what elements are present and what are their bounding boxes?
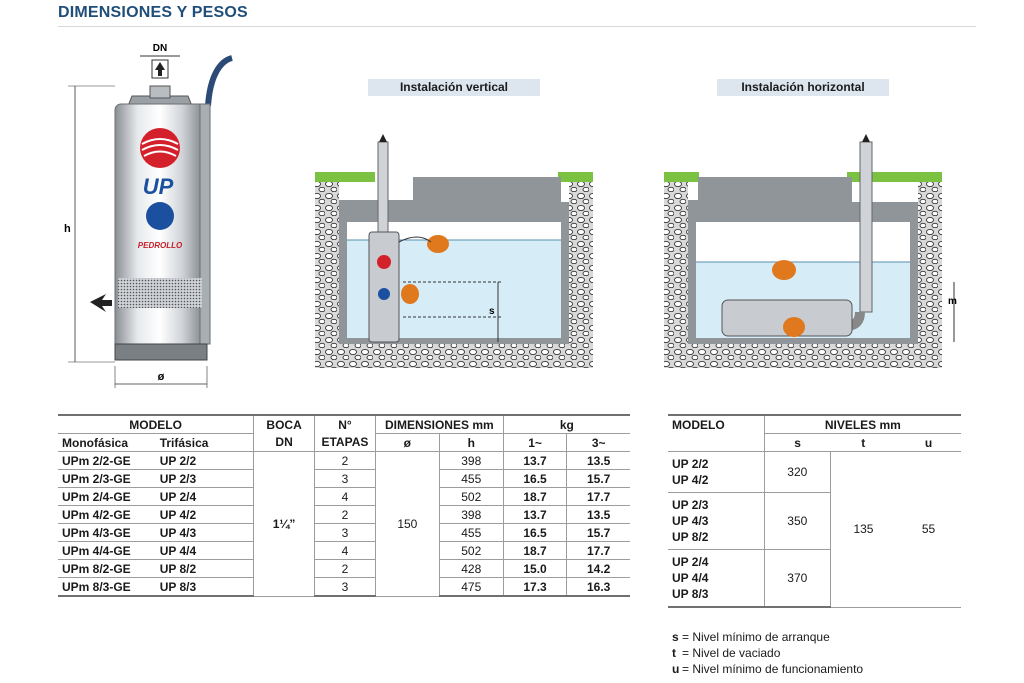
kg3-cell: 14.2	[567, 560, 630, 578]
col-etapas-header-2: ETAPAS	[314, 434, 375, 452]
kg1-cell: 16.5	[503, 524, 567, 542]
etapas-cell: 3	[314, 578, 375, 597]
col-kg-header: kg	[503, 415, 630, 434]
niv-model-name: UP 2/2	[672, 457, 709, 471]
model-mono-cell: UPm 8/3-GE	[58, 578, 156, 597]
legend-item	[672, 661, 863, 677]
h-cell: 475	[439, 578, 503, 597]
etapas-cell: 2	[314, 560, 375, 578]
etapas-cell: 4	[314, 488, 375, 506]
niv-t-header: t	[830, 434, 896, 452]
niv-u-cell: 55	[896, 452, 961, 608]
h-cell: 455	[439, 470, 503, 488]
table-row	[58, 578, 630, 597]
h-cell: 398	[439, 452, 503, 470]
table-row	[58, 524, 630, 542]
niv-model-name: UP 4/4	[672, 571, 709, 585]
col-kg3-header: 3~	[567, 434, 630, 452]
levels-table	[668, 414, 961, 608]
model-tri-cell: UP 4/3	[156, 524, 254, 542]
kg1-cell: 15.0	[503, 560, 567, 578]
diameter-label: ø	[157, 371, 165, 383]
col-mono-header: Monofásica	[58, 434, 156, 452]
niv-models-cell	[668, 550, 764, 608]
table-row	[58, 488, 630, 506]
table-row	[58, 452, 630, 470]
table-row	[668, 452, 961, 493]
model-mono-cell: UPm 4/4-GE	[58, 542, 156, 560]
col-etapas-header-1: N°	[314, 415, 375, 434]
model-tri-cell: UP 4/4	[156, 542, 254, 560]
niv-s-cell: 370	[764, 550, 830, 608]
kg3-cell: 15.7	[567, 470, 630, 488]
table-row	[58, 560, 630, 578]
table-row	[58, 506, 630, 524]
model-mono-cell: UPm 4/2-GE	[58, 506, 156, 524]
niv-modelo-spacer	[668, 434, 764, 452]
model-tri-cell: UP 2/4	[156, 488, 254, 506]
dn-label: DN	[152, 43, 168, 54]
kg1-cell: 16.5	[503, 470, 567, 488]
h-cell: 428	[439, 560, 503, 578]
col-kg1-header: 1~	[503, 434, 567, 452]
niv-model-name: UP 4/3	[672, 514, 709, 528]
niv-model-name: UP 8/3	[672, 587, 709, 601]
kg3-cell: 16.3	[567, 578, 630, 597]
kg3-cell: 13.5	[567, 506, 630, 524]
model-mono-cell: UPm 2/2-GE	[58, 452, 156, 470]
model-tri-cell: UP 2/3	[156, 470, 254, 488]
legend-text: = Nivel de vaciado	[682, 646, 781, 660]
col-diam-header: ø	[375, 434, 439, 452]
horizontal-install-banner: Instalación horizontal	[717, 79, 889, 96]
h-cell: 398	[439, 506, 503, 524]
niv-s-cell: 320	[764, 452, 830, 493]
niv-u-header: u	[896, 434, 961, 452]
niv-t-cell: 135	[830, 452, 896, 608]
legend-key: s	[672, 630, 679, 644]
brand-name-text: PEDROLLO	[137, 241, 183, 250]
kg1-cell: 13.7	[503, 506, 567, 524]
legend-text: = Nivel mínimo de arranque	[682, 630, 830, 644]
model-tri-cell: UP 4/2	[156, 506, 254, 524]
kg1-cell: 18.7	[503, 488, 567, 506]
niv-models-cell	[668, 452, 764, 493]
niv-model-name: UP 2/4	[672, 555, 709, 569]
levels-legend	[672, 629, 863, 677]
page-title: DIMENSIONES Y PESOS	[58, 4, 248, 21]
h-cell: 502	[439, 488, 503, 506]
vertical-install-diagram	[313, 132, 595, 370]
etapas-cell: 4	[314, 542, 375, 560]
legend-key: t	[672, 646, 676, 660]
table-row	[58, 542, 630, 560]
pump-dimension-diagram	[60, 36, 240, 398]
legend-text: = Nivel mínimo de funcionamiento	[682, 662, 864, 676]
model-mono-cell: UPm 2/4-GE	[58, 488, 156, 506]
etapas-cell: 3	[314, 470, 375, 488]
title-divider	[58, 26, 976, 27]
niv-model-name: UP 2/3	[672, 498, 709, 512]
niv-modelo-header: MODELO	[668, 415, 764, 434]
etapas-cell: 2	[314, 506, 375, 524]
niv-s-cell: 350	[764, 493, 830, 550]
h-cell: 502	[439, 542, 503, 560]
col-dim-header: DIMENSIONES mm	[375, 415, 503, 434]
s-level-label: s	[489, 306, 495, 317]
h-cell: 455	[439, 524, 503, 542]
model-mono-cell: UPm 8/2-GE	[58, 560, 156, 578]
niv-model-name: UP 4/2	[672, 473, 709, 487]
kg3-cell: 17.7	[567, 488, 630, 506]
model-mono-cell: UPm 4/3-GE	[58, 524, 156, 542]
niv-niveles-header: NIVELES mm	[764, 415, 961, 434]
horizontal-install-diagram	[662, 132, 962, 370]
kg3-cell: 15.7	[567, 524, 630, 542]
m-level-label: m	[948, 296, 957, 307]
model-tri-cell: UP 2/2	[156, 452, 254, 470]
niv-model-name: UP 8/2	[672, 530, 709, 544]
etapas-cell: 3	[314, 524, 375, 542]
col-modelo-header: MODELO	[58, 415, 254, 434]
vertical-install-banner: Instalación vertical	[368, 79, 540, 96]
niv-models-cell	[668, 493, 764, 550]
col-h-header: h	[439, 434, 503, 452]
kg3-cell: 17.7	[567, 542, 630, 560]
model-mono-cell: UPm 2/3-GE	[58, 470, 156, 488]
col-dn-header: DN	[254, 434, 315, 452]
kg1-cell: 18.7	[503, 542, 567, 560]
col-tri-header: Trifásica	[156, 434, 254, 452]
legend-item	[672, 629, 863, 645]
etapas-cell: 2	[314, 452, 375, 470]
kg1-cell: 17.3	[503, 578, 567, 597]
diameter-value-cell: 150	[375, 452, 439, 597]
models-dimensions-table	[58, 414, 630, 597]
model-tri-cell: UP 8/2	[156, 560, 254, 578]
h-label: h	[64, 223, 71, 235]
kg3-cell: 13.5	[567, 452, 630, 470]
up-logo-text: UP	[142, 174, 174, 199]
legend-item	[672, 645, 863, 661]
table-row	[58, 470, 630, 488]
model-tri-cell: UP 8/3	[156, 578, 254, 597]
col-boca-header: BOCA	[254, 415, 315, 434]
boca-value-cell: 1¼”	[254, 452, 315, 597]
kg1-cell: 13.7	[503, 452, 567, 470]
legend-key: u	[672, 662, 680, 676]
niv-s-header: s	[764, 434, 830, 452]
